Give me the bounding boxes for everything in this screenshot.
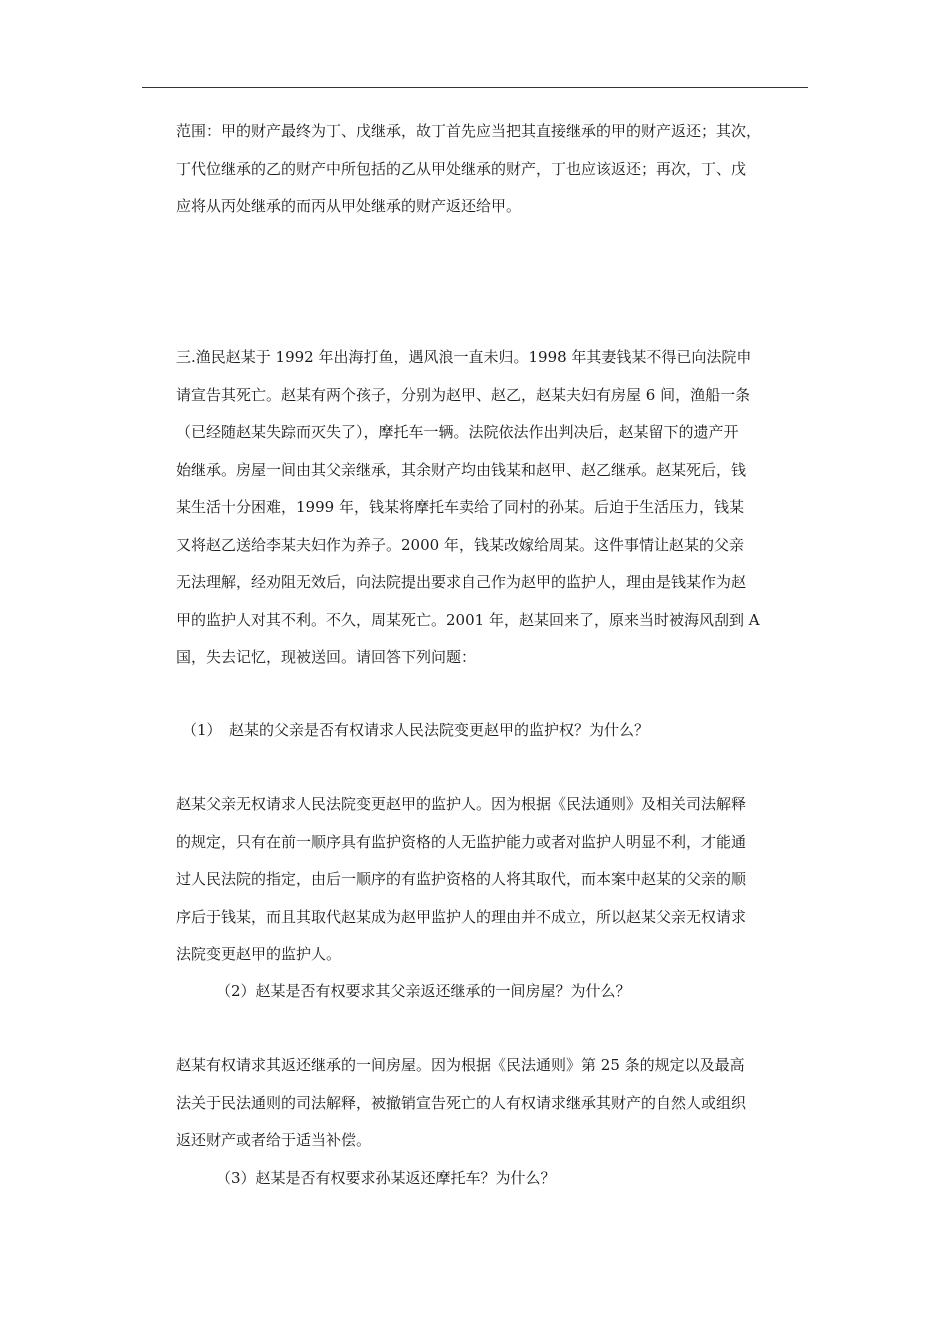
answer-2: 赵某有权请求其返还继承的一间房屋。因为根据《民法通则》第 25 条的规定以及最高 法关于民法通则的司法解释，被撤销宣告死亡的人有权请求继承其财产的自然人或组织 返还财产或者给于适当补偿。 [176,1056,747,1149]
answer-1: 赵某父亲无权请求人民法院变更赵甲的监护人。因为根据《民法通则》及相关司法解释 的规定，只有在前一顺序具有监护资格的人无监护能力或者对监护人明显不利，才能通 过人民法院的指定，由后一顺序的有监护资格的人将其取代，而本案中赵某的父亲的顺 序后于钱某，而且其取代赵某成为赵甲监护人的理由并不成立，所以赵某父亲无权请求 法院变更赵甲的监护人。 [176,795,747,963]
paragraph-range: 范围：甲的财产最终为丁、戊继承，故丁首先应当把其直接继承的甲的财产返还；其次， 丁代位继承的乙的财产中所包括的乙从甲处继承的财产，丁也应该返还；再次，丁、戊 应将从丙处继承的而丙从甲处继承的财产返还给甲。 [176,122,762,215]
paragraph-case-3: 三.渔民赵某于 1992 年出海打鱼，遇风浪一直未归。1998 年其妻钱某不得已向法院申 请宣告其死亡。赵某有两个孩子，分别为赵甲、赵乙，赵某夫妇有房屋 6 间，渔船一条 （已经随赵某失踪而灭失了），摩托车一辆。法院依法作出判决后，赵某留下的遗产开 始继承。房屋一间由其父亲继承，其余财产均由钱某和赵甲、赵乙继承。赵某死后，钱 某生活十分困难，1999 年，钱某将摩托车卖给了同村的孙某。后迫于生活压力，钱某 又将赵乙送给李某夫妇作为养子。2000 年，钱某改嫁给周某。这件事情让赵某的父亲 无法理解，经劝阻无效后，向法院提出要求自己作为赵甲的监护人，理由是钱某作为赵 甲的监护人对其不利。不久，周某死亡。2001 年，赵某回来了，原来当时被海风刮到 A 国，失去记忆，现被送回。请回答下列问题： [176,348,760,666]
header-rule [142,87,808,88]
question-2: （2）赵某是否有权要求其父亲返还继承的一间房屋？为什么？ [216,982,631,1000]
question-3: （3）赵某是否有权要求孙某返还摩托车？为什么？ [216,1169,556,1187]
question-1: （1） 赵某的父亲是否有权请求人民法院变更赵甲的监护权？为什么？ [182,721,650,739]
